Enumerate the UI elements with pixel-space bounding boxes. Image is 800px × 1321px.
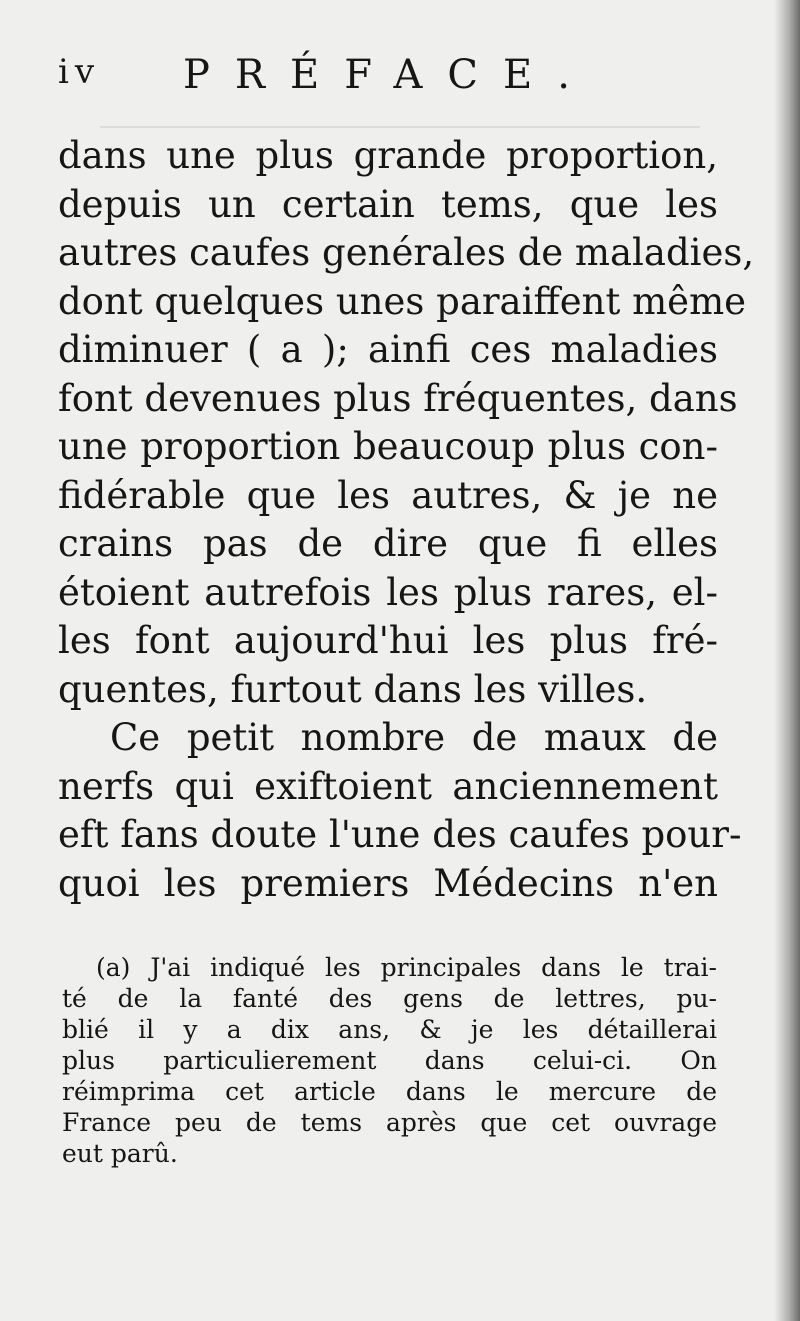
text-line: font devenues plus fréquentes, dans [58,376,738,420]
text-line: Ce petit nombre de maux de [110,716,718,759]
text-line: étoient autrefois les plus rares, el- [58,570,718,614]
running-header [58,52,738,102]
footnote-line: té de la fanté des gens de lettres, pu- [62,984,717,1013]
text-line: crains pas de dire que fi elles [58,522,718,565]
page-gutter-shadow [774,0,800,1321]
text-line: nerfs qui exiftoient anciennement [58,764,718,808]
footnote [62,952,717,1169]
text-line: depuis un certain tems, que les [58,182,718,226]
footnote-line: réimprima cet article dans le mercure de [62,1077,717,1106]
text-line: dont quelques unes paraiffent même [58,279,747,323]
header-shadow-rule [100,126,700,128]
text-line: autres caufes genérales de maladies, [58,231,755,274]
footnote-line: (a) J'ai indiqué les principales dans le trai- [96,953,717,982]
footnote-line: blié il y a dix ans, & je les détaillerai [62,1015,717,1044]
text-line: diminuer ( a ); ainfi ces maladies [58,328,718,371]
footnote-line: plus particulierement dans celui-ci. On [62,1046,717,1075]
body-text [58,132,755,908]
text-line: quentes, furtout dans les villes. [58,667,648,711]
text-line: les font aujourd'hui les plus fré- [58,619,718,662]
text-line: eft fans doute l'une des caufes pour- [58,813,742,856]
footnote-line: eut parû. [62,1139,178,1168]
text-line: une proportion beaucoup plus con- [58,425,718,468]
text-line: dans une plus grande proportion, [58,134,718,177]
page-number: iv [58,52,101,92]
text-line: quoi les premiers Médecins n'en [58,861,718,905]
footnote-line: France peu de tems après que cet ouvrage [62,1108,717,1137]
text-line: fidérable que les autres, & je ne [58,473,718,517]
running-title: PRÉFACE. [183,52,595,98]
